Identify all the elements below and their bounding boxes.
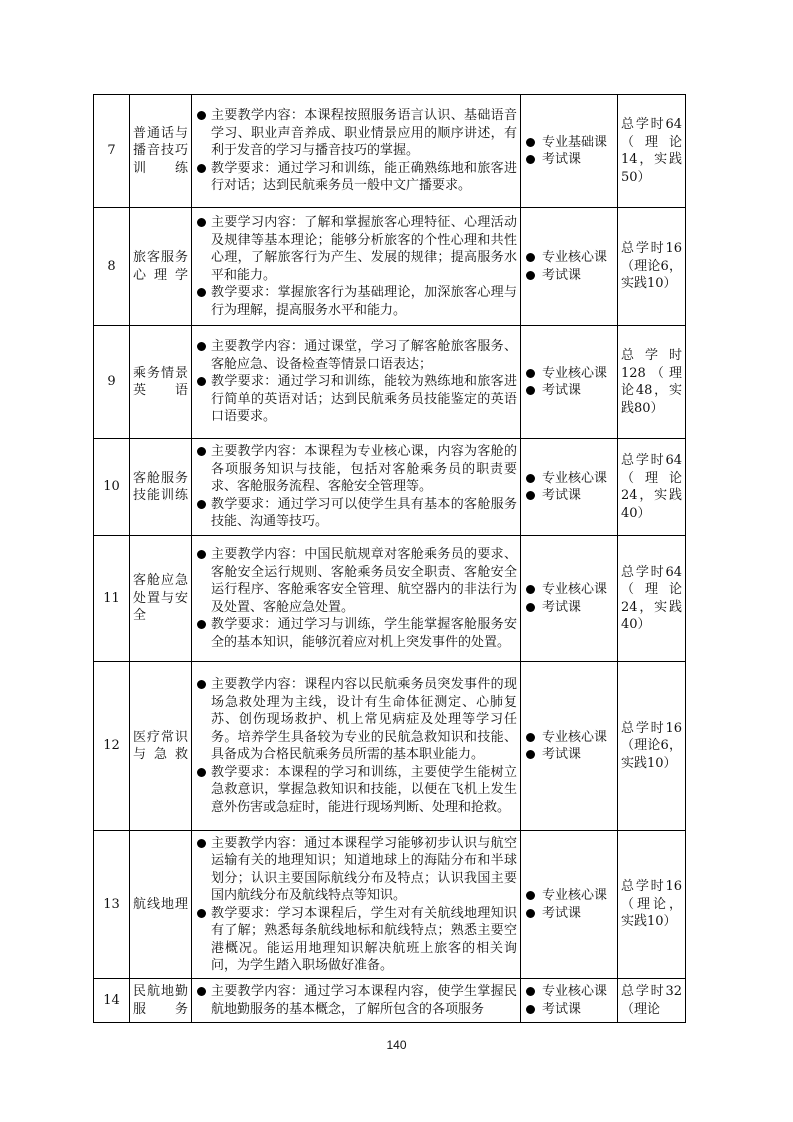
content-item: 主要教学内容：通过课堂，学习了解客舱旅客服务、客舱应急、设备检查等情景口语表达； xyxy=(195,338,517,373)
course-name: 普通话与播音技巧训练 xyxy=(130,95,192,208)
page-number: 140 xyxy=(386,1038,407,1052)
course-hours: 总学时64（理论24，实践40） xyxy=(618,439,686,536)
course-number: 8 xyxy=(94,208,130,326)
course-name: 航线地理 xyxy=(130,831,192,979)
course-table xyxy=(93,94,686,1023)
course-category: 专业基础课 xyxy=(524,134,614,152)
course-type xyxy=(521,979,618,1023)
course-category: 专业核心课 xyxy=(524,249,614,267)
table-row xyxy=(94,662,686,831)
course-category: 专业核心课 xyxy=(524,887,614,905)
table-row xyxy=(94,439,686,536)
assessment-type: 考试课 xyxy=(524,746,614,764)
assessment-type: 考试课 xyxy=(524,905,614,923)
assessment-type: 考试课 xyxy=(524,1001,614,1019)
course-number: 10 xyxy=(94,439,130,536)
course-type xyxy=(521,662,618,831)
course-hours: 总学时32（理论 xyxy=(618,979,686,1023)
course-name: 医疗常识与急救 xyxy=(130,662,192,831)
course-name: 民航地勤服务 xyxy=(130,979,192,1023)
course-name: 客舱应急处置与安全 xyxy=(130,536,192,662)
requirement-item: 教学要求：学习本课程后，学生对有关航线地理知识有了解；熟悉每条航线地标和航线特点；熟悉主要空港概况。能运用地理知识解决航班上旅客的相关询问，为学生踏入职场做好准备。 xyxy=(195,905,517,975)
assessment-type: 考试课 xyxy=(524,599,614,617)
requirement-item: 教学要求：通过学习可以使学生具有基本的客舱服务技能、沟通等技巧。 xyxy=(195,496,517,531)
table-row xyxy=(94,326,686,439)
course-name: 旅客服务心理学 xyxy=(130,208,192,326)
content-item: 主要教学内容：本课程为专业核心课，内容为客舱的各项服务知识与技能，包括对客舱乘务员的职责要求、客舱服务流程、客舱安全管理等。 xyxy=(195,443,517,496)
course-description xyxy=(192,326,521,439)
course-hours: 总学时64（理论24，实践40） xyxy=(618,536,686,662)
assessment-type: 考试课 xyxy=(524,382,614,400)
course-number: 12 xyxy=(94,662,130,831)
table-row xyxy=(94,831,686,979)
course-description xyxy=(192,208,521,326)
course-name: 客舱服务技能训练 xyxy=(130,439,192,536)
course-hours: 总学时16（理论6，实践10） xyxy=(618,662,686,831)
course-type xyxy=(521,536,618,662)
assessment-type: 考试课 xyxy=(524,151,614,169)
requirement-item: 教学要求：通过学习与训练，学生能掌握客舱服务安全的基本知识，能够沉着应对机上突发事件的处置。 xyxy=(195,616,517,651)
course-category: 专业核心课 xyxy=(524,470,614,488)
course-name: 乘务情景英语 xyxy=(130,326,192,439)
course-number: 11 xyxy=(94,536,130,662)
assessment-type: 考试课 xyxy=(524,267,614,285)
requirement-item: 教学要求：掌握旅客行为基础理论，加深旅客心理与行为理解，提高服务水平和能力。 xyxy=(195,284,517,319)
assessment-type: 考试课 xyxy=(524,487,614,505)
course-number: 13 xyxy=(94,831,130,979)
content-item: 主要教学内容：本课程按照服务语言认识、基础语音学习、职业声音养成、职业情景应用的顺序讲述，有利于发音的学习与播音技巧的掌握。 xyxy=(195,107,517,160)
table-row xyxy=(94,95,686,208)
course-type xyxy=(521,831,618,979)
course-number: 7 xyxy=(94,95,130,208)
table-row xyxy=(94,536,686,662)
course-number: 14 xyxy=(94,979,130,1023)
course-description xyxy=(192,979,521,1023)
course-type xyxy=(521,439,618,536)
course-type xyxy=(521,326,618,439)
table-row xyxy=(94,979,686,1023)
content-item: 主要教学内容：课程内容以民航乘务员突发事件的现场急救处理为主线，设计有生命体征测定、心肺复苏、创伤现场救护、机上常见病症及处理等学习任务。培养学生具备较为专业的民航急救知识和技能、具备成为合格民航乘务员所需的基本职业能力。 xyxy=(195,676,517,764)
content-item: 主要教学内容：通过学习本课程内容，使学生掌握民航地勤服务的基本概念，了解所包含的各项服务 xyxy=(195,983,517,1018)
course-hours: 总学时128（理论48，实践80） xyxy=(618,326,686,439)
requirement-item: 教学要求：本课程的学习和训练，主要使学生能树立急救意识，掌握急救知识和技能，以便在飞机上发生意外伤害或急症时，能进行现场判断、处理和抢救。 xyxy=(195,764,517,817)
course-description xyxy=(192,662,521,831)
course-category: 专业核心课 xyxy=(524,581,614,599)
course-hours: 总学时16（理论，实践10） xyxy=(618,831,686,979)
course-type xyxy=(521,95,618,208)
requirement-item: 教学要求：通过学习和训练，能正确熟练地和旅客进行对话；达到民航乘务员一般中文广播要求。 xyxy=(195,160,517,195)
course-description xyxy=(192,536,521,662)
content-item: 主要教学内容：中国民航规章对客舱乘务员的要求、客舱安全运行规则、客舱乘务员安全职责、客舱安全运行程序、客舱乘客安全管理、航空器内的非法行为及处置、客舱应急处置。 xyxy=(195,546,517,616)
table-row xyxy=(94,208,686,326)
course-hours: 总学时16（理论6，实践10） xyxy=(618,208,686,326)
course-number: 9 xyxy=(94,326,130,439)
course-category: 专业核心课 xyxy=(524,983,614,1001)
course-description xyxy=(192,95,521,208)
course-category: 专业核心课 xyxy=(524,365,614,383)
course-description xyxy=(192,439,521,536)
content-item: 主要学习内容：了解和掌握旅客心理特征、心理活动及规律等基本理论；能够分析旅客的个性心理和共性心理，了解旅客行为产生、发展的规律；提高服务水平和能力。 xyxy=(195,214,517,284)
content-item: 主要教学内容：通过本课程学习能够初步认识与航空运输有关的地理知识；知道地球上的海陆分布和半球划分；认识主要国际航线分布及特点；认识我国主要国内航线分布及航线特点等知识。 xyxy=(195,835,517,905)
course-type xyxy=(521,208,618,326)
requirement-item: 教学要求：通过学习和训练，能较为熟练地和旅客进行简单的英语对话；达到民航乘务员技能鉴定的英语口语要求。 xyxy=(195,373,517,426)
course-description xyxy=(192,831,521,979)
course-category: 专业核心课 xyxy=(524,729,614,747)
course-hours: 总学时64（理论14，实践50） xyxy=(618,95,686,208)
